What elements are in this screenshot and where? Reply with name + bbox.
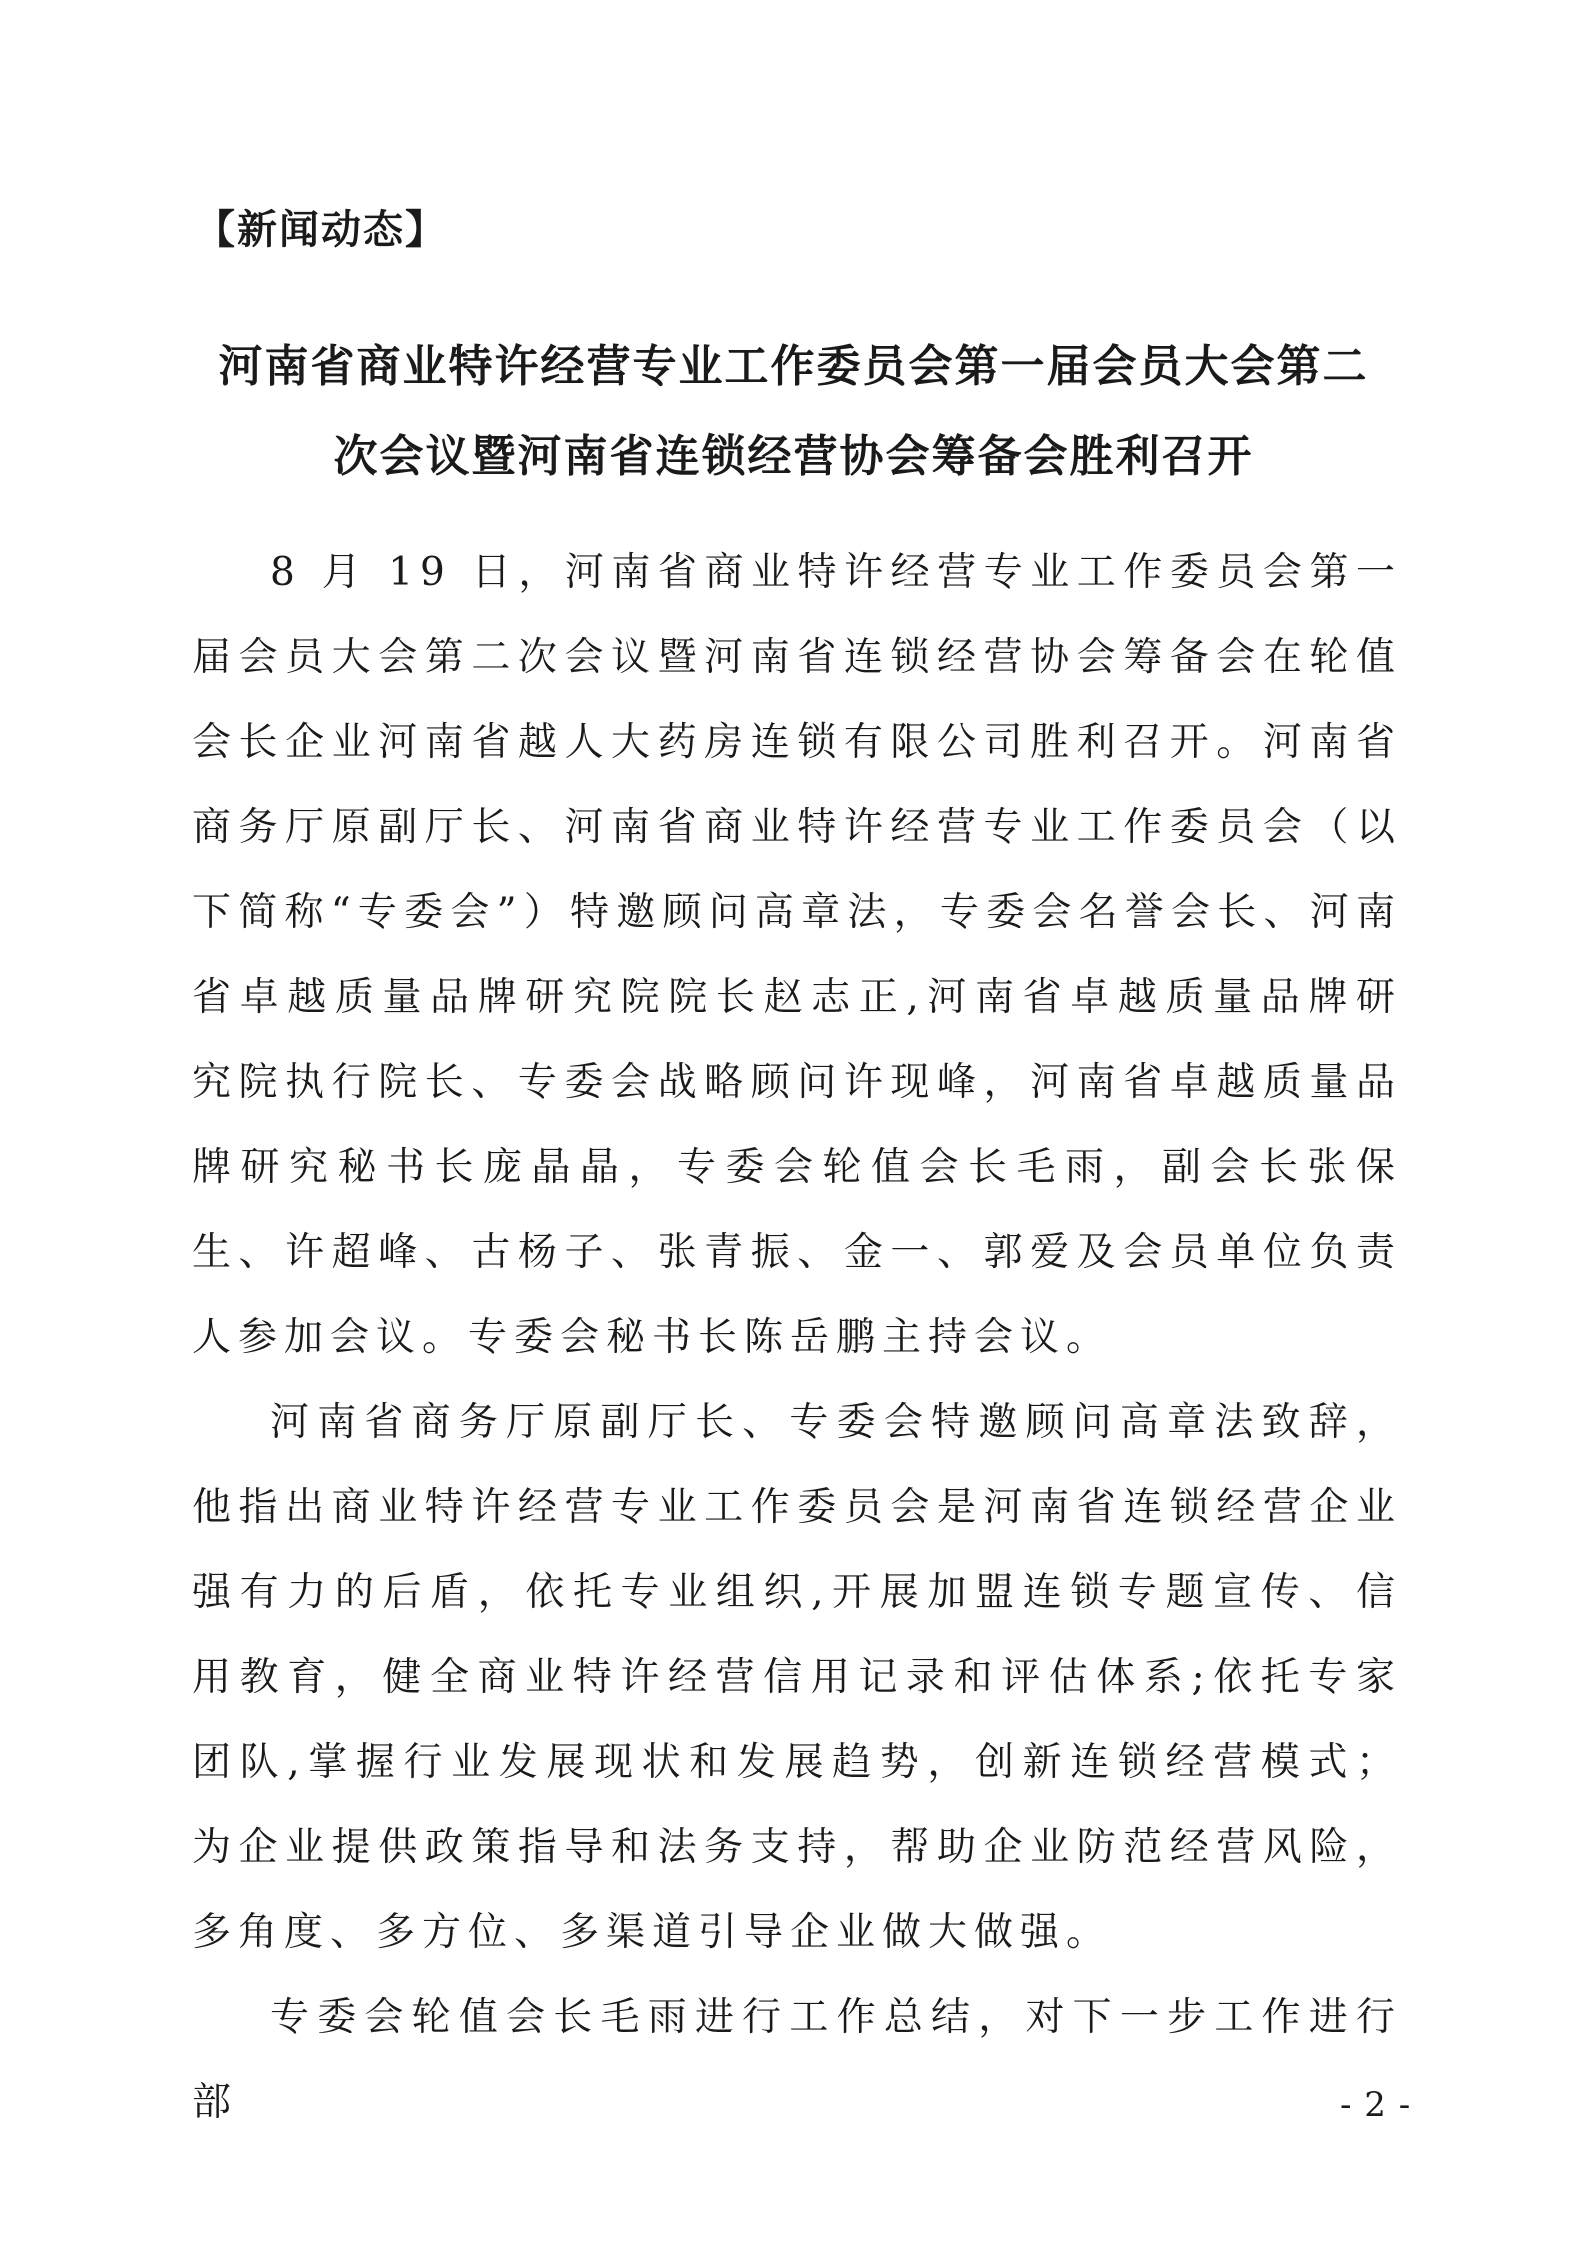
article-paragraph: 8 月 19 日，河南省商业特许经营专业工作委员会第一届会员大会第二次会议暨河南省连锁经营协会筹备会在轮值会长企业河南省越人大药房连锁有限公司胜利召开。河南省商务厅原副厅长、河南省商业特许经营专业工作委员会（以下简称“专委会”）特邀顾问高章法，专委会名誉会长、河南省卓越质量品牌研究院院长赵志正,河南省卓越质量品牌研究院执行院长、专委会战略顾问许现峰，河南省卓越质量品牌研究秘书长庞晶晶，专委会轮值会长毛雨，副会长张保生、许超峰、古杨子、张青振、金一、郭爱及会员单位负责人参加会议。专委会秘书长陈岳鹏主持会议。 <box>192 550 1402 1360</box>
article-title <box>150 322 1437 502</box>
page-number: - 2 - <box>1340 2085 1412 2125</box>
article-paragraph: 河南省商务厅原副厅长、专委会特邀顾问高章法致辞，他指出商业特许经营专业工作委员会是河南省连锁经营企业强有力的后盾，依托专业组织,开展加盟连锁专题宣传、信用教育，健全商业特许经营信用记录和评估体系;依托专家团队,掌握行业发展现状和发展趋势，创新连锁经营模式；为企业提供政策指导和法务支持，帮助企业防范经营风险，多角度、多方位、多渠道引导企业做大做强。 <box>192 1400 1402 1955</box>
article-paragraph: 专委会轮值会长毛雨进行工作总结，对下一步工作进行部 <box>192 1995 1402 2125</box>
section-tag: 【新闻动态】 <box>195 206 447 253</box>
article-title-line: 次会议暨河南省连锁经营协会筹备会胜利召开 <box>333 431 1254 482</box>
article-body <box>192 530 1402 2145</box>
article-title-line: 河南省商业特许经营专业工作委员会第一届会员大会第二 <box>218 341 1369 392</box>
